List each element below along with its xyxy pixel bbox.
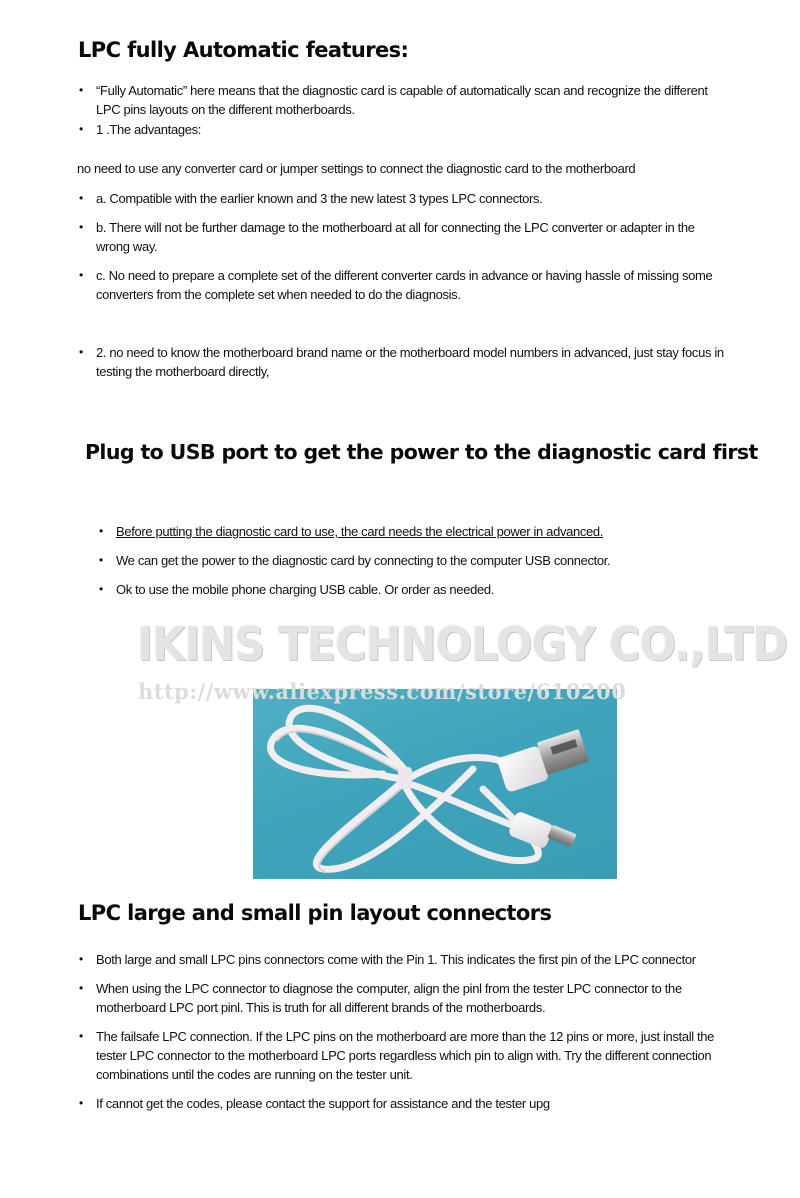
list-item-text: When using the LPC connector to diagnose the computer, align the pinl from the tester LPC connector to the	[96, 981, 682, 996]
bullet-icon: •	[79, 1096, 84, 1110]
list-item	[79, 343, 786, 381]
list-item-text: wrong way.	[96, 239, 158, 254]
bullet-icon: •	[79, 981, 84, 995]
list-item	[79, 950, 786, 969]
section-heading-lpc-features: LPC fully Automatic features:	[78, 38, 409, 62]
cable-tie	[398, 767, 412, 789]
list-item-text: tester LPC connector to the motherboard LPC ports regardless which pin to align with. Try the different connection	[96, 1048, 712, 1063]
list-item	[99, 551, 776, 570]
list-item-text: “Fully Automatic” here means that the diagnostic card is capable of automatically scan and recognize the different	[96, 83, 708, 98]
list-item	[79, 1094, 786, 1113]
advantage-list	[79, 189, 786, 381]
pin-layout-list	[79, 950, 786, 1113]
bullet-icon: •	[79, 345, 84, 359]
bullet-icon: •	[79, 1029, 84, 1043]
usb-cable-illustration	[253, 689, 617, 879]
micro-usb-plug	[508, 810, 577, 849]
bullet-icon: •	[79, 268, 84, 282]
list-item-text: If cannot get the codes, please contact the support for assistance and the tester upg	[96, 1096, 550, 1111]
list-item	[79, 1027, 786, 1084]
list-item-text: b. There will not be further damage to the motherboard at all for connecting the LPC converter or adapter in the	[96, 220, 695, 235]
bullet-icon: •	[99, 582, 104, 596]
list-item	[79, 979, 786, 1017]
bullet-icon: •	[79, 220, 84, 234]
list-item	[99, 580, 776, 599]
bullet-icon: •	[79, 83, 84, 97]
section-heading-usb-power: Plug to USB port to get the power to the diagnostic card first	[85, 440, 758, 464]
list-item-text: a. Compatible with the earlier known and 3 the new latest 3 types LPC connectors.	[96, 191, 543, 206]
list-item-text: We can get the power to the diagnostic card by connecting to the computer USB connector.	[116, 553, 611, 568]
list-item	[79, 218, 786, 256]
list-item	[79, 120, 786, 139]
list-item	[79, 81, 786, 117]
list-item	[99, 522, 776, 541]
list-item	[79, 189, 786, 208]
watermark-company-name: IKINS TECHNOLOGY CO.,LTD	[137, 618, 788, 672]
advantage-intro-text: no need to use any converter card or jumper settings to connect the diagnostic card to the motherboard	[77, 161, 636, 176]
list-item-text: converters from the complete set when needed to do the diagnosis.	[96, 287, 461, 302]
list-item-text: Before putting the diagnostic card to use, the card needs the electrical power in advanced.	[116, 524, 604, 539]
bullet-icon: •	[99, 553, 104, 567]
list-item-text: testing the motherboard directly,	[96, 364, 270, 379]
list-item-text: motherboard LPC port pinl. This is truth for all different brands of the motherboards.	[96, 1000, 546, 1015]
list-item-text: combinations until the codes are running on the tester unit.	[96, 1067, 413, 1082]
bullet-icon: •	[79, 952, 84, 966]
usb-cable-photo	[253, 689, 617, 879]
usb-a-plug	[497, 729, 590, 793]
list-item-text: 2. no need to know the motherboard brand name or the motherboard model numbers in advanced, just stay focus in	[96, 345, 724, 360]
list-item-text: LPC pins layouts on the different motherboards.	[96, 102, 355, 117]
usb-power-list	[99, 522, 776, 599]
watermark-store-url: http://www.aliexpress.com/store/610200	[138, 679, 627, 704]
section-heading-pin-layout: LPC large and small pin layout connectors	[78, 901, 552, 925]
list-item-text: The failsafe LPC connection. If the LPC pins on the motherboard are more than the 12 pins or more, just install the	[96, 1029, 715, 1044]
list-item-text: Ok to use the mobile phone charging USB cable. Or order as needed.	[116, 582, 494, 597]
bullet-icon: •	[79, 122, 84, 136]
bullet-icon: •	[99, 524, 104, 538]
list-item-text: Both large and small LPC pins connectors come with the Pin 1. This indicates the first pin of the LPC connector	[96, 952, 696, 967]
list-item	[79, 266, 786, 304]
list-item-text: c. No need to prepare a complete set of the different converter cards in advance or having hassle of missing some	[96, 268, 713, 283]
list-item-text: 1 .The advantages:	[96, 122, 201, 137]
bullet-icon: •	[79, 191, 84, 205]
feature-list	[79, 81, 786, 139]
